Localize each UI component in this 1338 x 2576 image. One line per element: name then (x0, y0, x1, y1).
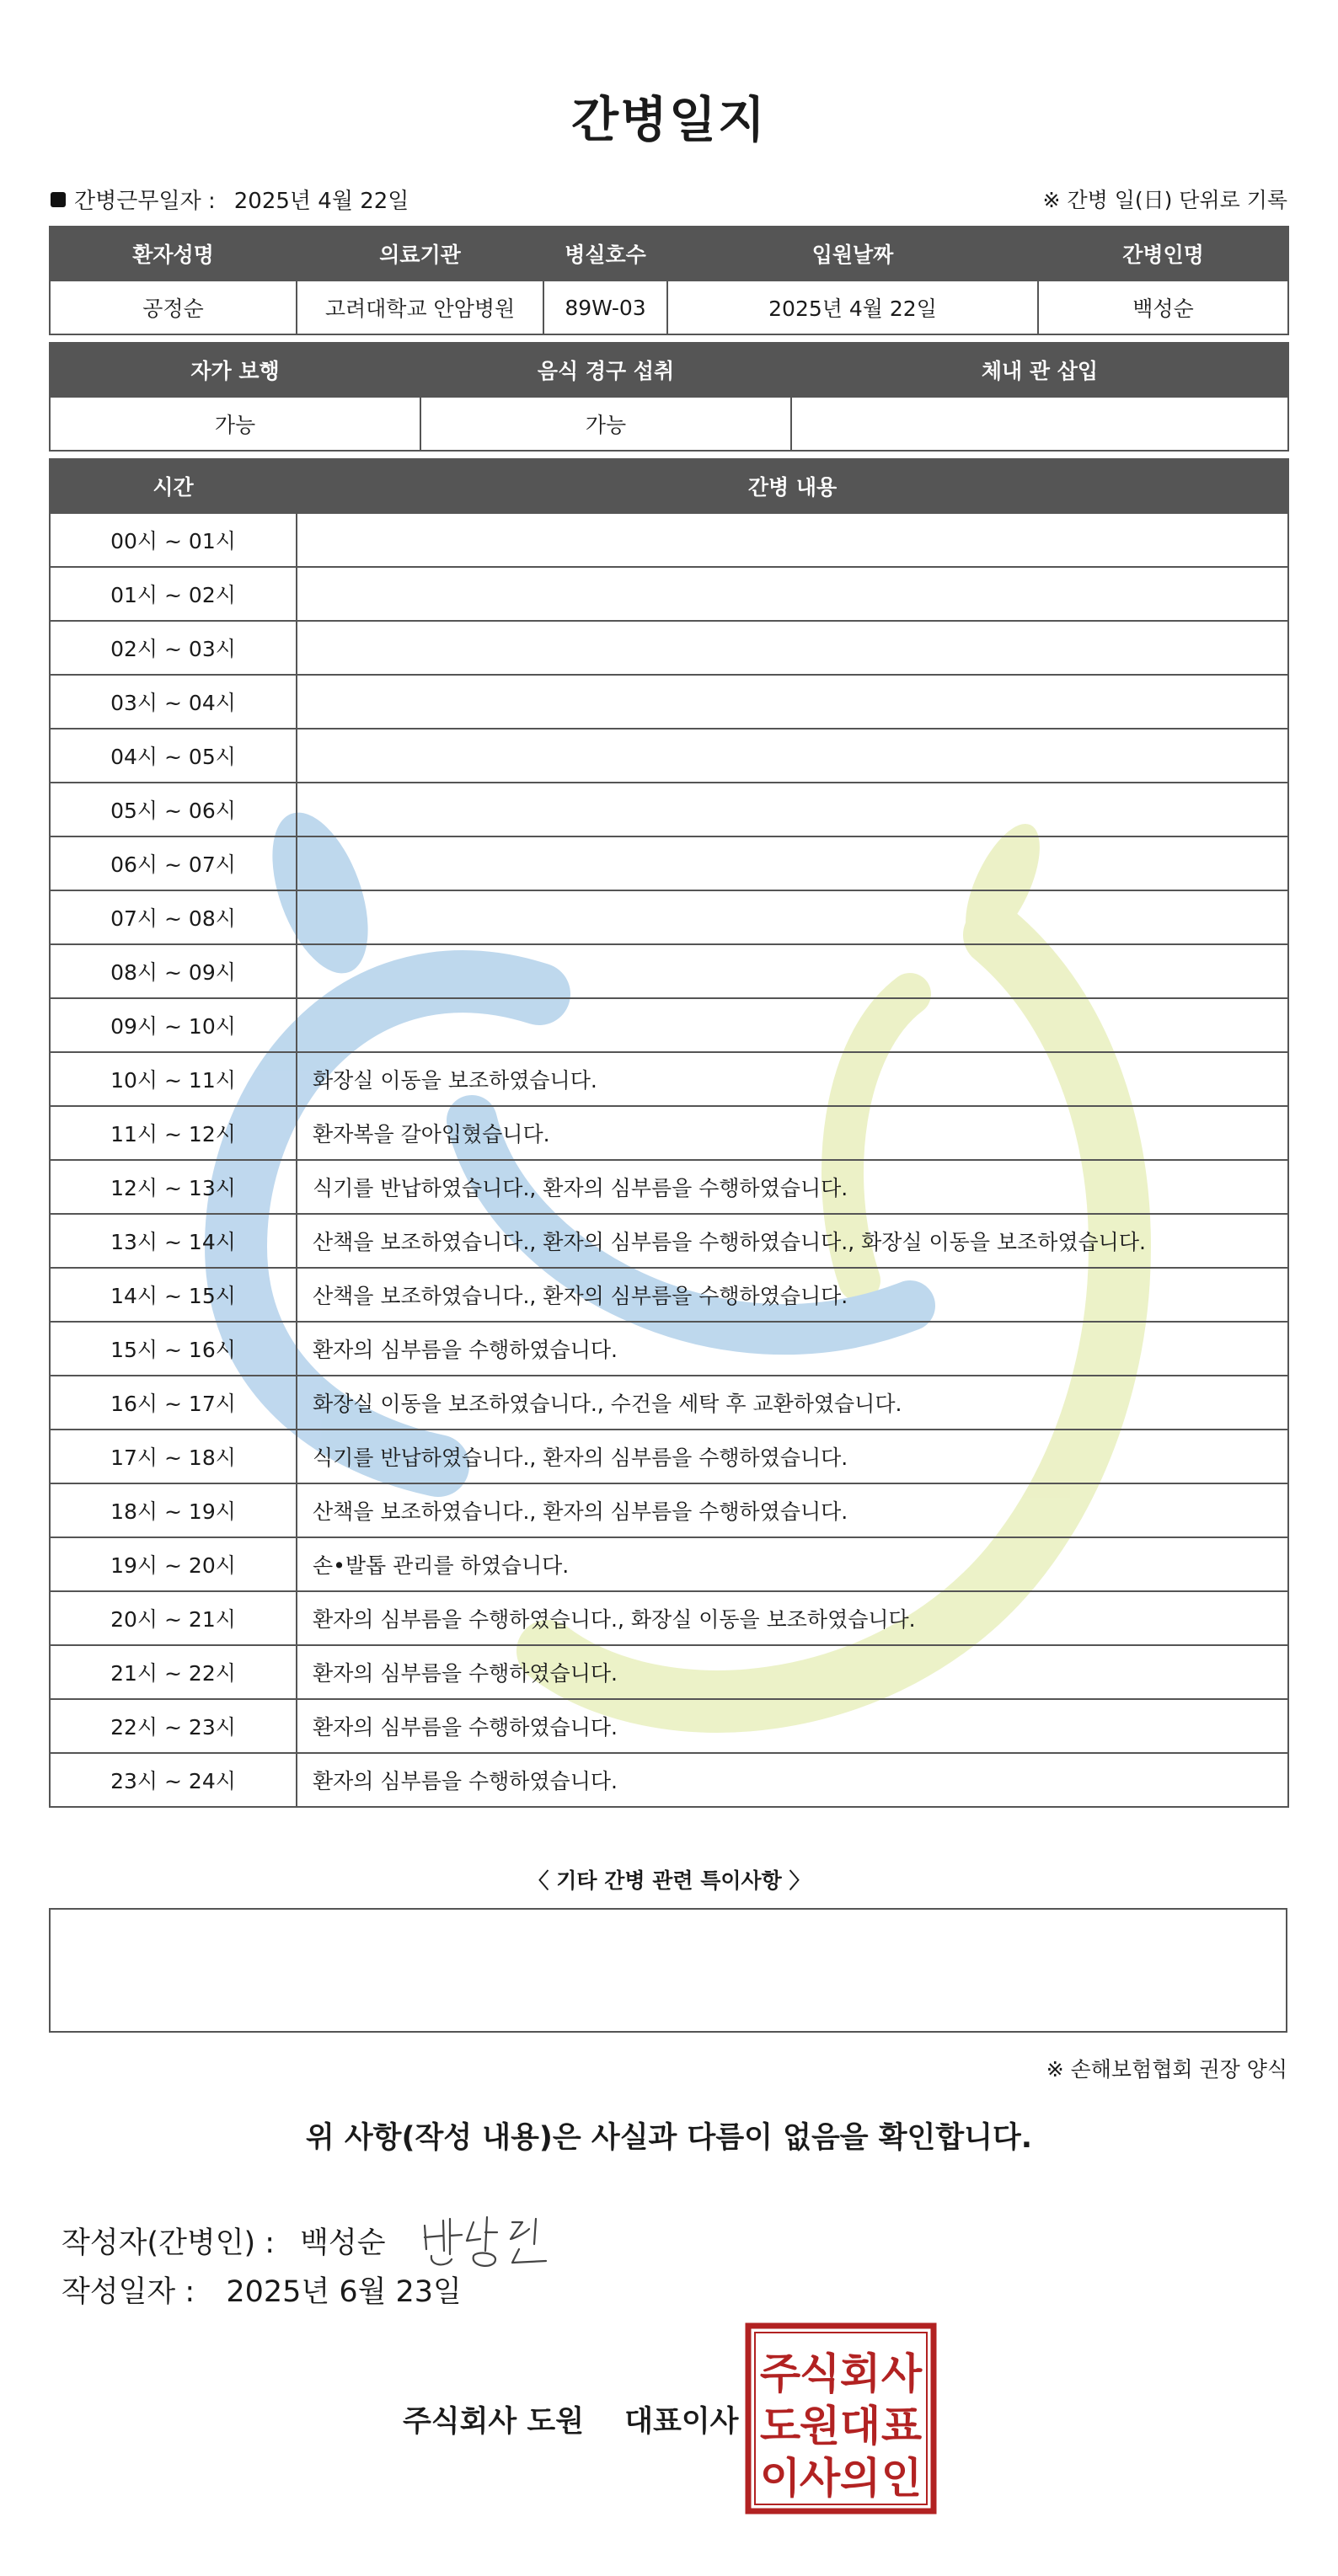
header-tube-insertion: 체내 관 삽입 (791, 343, 1288, 397)
status-header-row (50, 343, 1288, 397)
care-content-cell: 손•발톱 관리를 하였습니다. (297, 1537, 1288, 1591)
care-content-cell: 산책을 보조하였습니다., 환자의 심부름을 수행하였습니다. (297, 1483, 1288, 1537)
table-row (50, 1591, 1288, 1645)
care-content-cell: 화장실 이동을 보조하였습니다., 수건을 세탁 후 교환하였습니다. (297, 1376, 1288, 1430)
time-cell: 05시 ~ 06시 (50, 783, 297, 836)
table-row (50, 998, 1288, 1052)
table-row (50, 621, 1288, 675)
notes-title: 〈 기타 간병 관련 특이사항 〉 (527, 1868, 811, 1893)
svg-text:표: 표 (880, 2402, 923, 2450)
care-content-cell (297, 783, 1288, 836)
room-cell: 89W-03 (543, 281, 667, 334)
care-content-cell: 산책을 보조하였습니다., 환자의 심부름을 수행하였습니다. (297, 1268, 1288, 1322)
written-date-label: 작성일자 : (62, 2275, 195, 2309)
table-row (50, 1753, 1288, 1807)
time-cell: 22시 ~ 23시 (50, 1699, 297, 1753)
header-care-content: 간병 내용 (297, 459, 1288, 513)
patient-info-table (49, 226, 1289, 335)
care-content-cell (297, 729, 1288, 783)
header-patient-name: 환자성명 (50, 227, 297, 281)
time-cell: 11시 ~ 12시 (50, 1106, 297, 1160)
company-seal (745, 2322, 937, 2515)
care-content-cell: 식기를 반납하였습니다., 환자의 심부름을 수행하였습니다. (297, 1160, 1288, 1214)
care-content-cell (297, 621, 1288, 675)
care-content-cell (297, 675, 1288, 729)
time-cell: 10시 ~ 11시 (50, 1052, 297, 1106)
written-date-line (62, 2269, 462, 2311)
bullet-square-icon (51, 192, 66, 207)
header-admission-date: 입원날짜 (667, 227, 1038, 281)
header-oral-intake: 음식 경구 섭취 (420, 343, 791, 397)
page-title: 간병일지 (570, 91, 768, 148)
writer-name: 백성순 (300, 2226, 386, 2260)
table-row (50, 1376, 1288, 1430)
table-row (50, 1483, 1288, 1537)
care-content-cell: 환자의 심부름을 수행하였습니다., 화장실 이동을 보조하였습니다. (297, 1591, 1288, 1645)
svg-text:의: 의 (839, 2454, 881, 2503)
time-cell: 16시 ~ 17시 (50, 1376, 297, 1430)
work-date-line (51, 184, 409, 215)
time-cell: 00시 ~ 01시 (50, 513, 297, 567)
work-date-label: 간병근무일자 : (74, 189, 216, 214)
hospital-cell: 고려대학교 안암병원 (297, 281, 543, 334)
table-row (50, 1106, 1288, 1160)
recommend-note: ※ 손해보험협회 권장 양식 (1046, 2057, 1287, 2082)
unit-note: ※ 간병 일(日) 단위로 기록 (1042, 188, 1287, 212)
admission-date-cell: 2025년 4월 22일 (667, 281, 1038, 334)
writer-line (62, 2207, 561, 2274)
work-date-value: 2025년 4월 22일 (233, 189, 409, 214)
status-value-row (50, 397, 1288, 451)
svg-text:식: 식 (799, 2349, 841, 2398)
care-log-body (50, 513, 1288, 1807)
written-date-value: 2025년 6월 23일 (226, 2275, 462, 2309)
care-content-cell (297, 567, 1288, 621)
svg-text:사: 사 (880, 2349, 923, 2398)
table-row (50, 1699, 1288, 1753)
table-row (50, 1268, 1288, 1322)
care-content-cell: 화장실 이동을 보조하였습니다. (297, 1052, 1288, 1106)
svg-text:주: 주 (759, 2349, 801, 2398)
time-cell: 13시 ~ 14시 (50, 1214, 297, 1268)
svg-text:인: 인 (880, 2454, 923, 2503)
company-name: 주식회사 도원 (403, 2405, 585, 2439)
table-row (50, 1160, 1288, 1214)
svg-text:이: 이 (759, 2454, 801, 2503)
table-row (50, 1214, 1288, 1268)
care-content-cell: 산책을 보조하였습니다., 환자의 심부름을 수행하였습니다., 화장실 이동을 보조하였습니다. (297, 1214, 1288, 1268)
time-cell: 20시 ~ 21시 (50, 1591, 297, 1645)
svg-text:도: 도 (759, 2402, 801, 2450)
header-time: 시간 (50, 459, 297, 513)
time-cell: 04시 ~ 05시 (50, 729, 297, 783)
table-row (50, 729, 1288, 783)
time-cell: 23시 ~ 24시 (50, 1753, 297, 1807)
time-cell: 15시 ~ 16시 (50, 1322, 297, 1376)
table-row (50, 1537, 1288, 1591)
time-cell: 03시 ~ 04시 (50, 675, 297, 729)
header-self-walking: 자가 보행 (50, 343, 420, 397)
patient-info-header-row (50, 227, 1288, 281)
care-log-header-row (50, 459, 1288, 513)
notes-box (49, 1908, 1287, 2033)
company-line (403, 2398, 738, 2440)
care-content-cell (297, 513, 1288, 567)
confirmation-statement: 위 사항(작성 내용)은 사실과 다름이 없음을 확인합니다. (305, 2121, 1033, 2155)
self-walking-cell: 가능 (50, 397, 420, 451)
table-row (50, 675, 1288, 729)
time-cell: 21시 ~ 22시 (50, 1645, 297, 1699)
table-row (50, 836, 1288, 890)
svg-text:대: 대 (839, 2402, 881, 2450)
time-cell: 09시 ~ 10시 (50, 998, 297, 1052)
care-content-cell (297, 944, 1288, 998)
writer-label: 작성자(간병인) : (62, 2226, 276, 2260)
patient-info-value-row (50, 281, 1288, 334)
care-content-cell: 환자의 심부름을 수행하였습니다. (297, 1322, 1288, 1376)
tube-insertion-cell (791, 397, 1288, 451)
svg-text:원: 원 (799, 2402, 841, 2450)
time-cell: 08시 ~ 09시 (50, 944, 297, 998)
caregiver-name-cell: 백성순 (1038, 281, 1288, 334)
svg-text:회: 회 (839, 2349, 881, 2398)
care-content-cell (297, 890, 1288, 944)
time-cell: 06시 ~ 07시 (50, 836, 297, 890)
company-title: 대표이사 (624, 2405, 739, 2439)
table-row (50, 1430, 1288, 1483)
svg-text:사: 사 (799, 2454, 841, 2503)
time-cell: 01시 ~ 02시 (50, 567, 297, 621)
time-cell: 12시 ~ 13시 (50, 1160, 297, 1214)
signature (418, 2207, 561, 2274)
time-cell: 02시 ~ 03시 (50, 621, 297, 675)
care-content-cell (297, 836, 1288, 890)
care-log-table (49, 458, 1289, 1808)
patient-status-table (49, 342, 1289, 452)
table-row (50, 944, 1288, 998)
table-row (50, 783, 1288, 836)
table-row (50, 1645, 1288, 1699)
oral-intake-cell: 가능 (420, 397, 791, 451)
time-cell: 14시 ~ 15시 (50, 1268, 297, 1322)
time-cell: 17시 ~ 18시 (50, 1430, 297, 1483)
header-room: 병실호수 (543, 227, 667, 281)
table-row (50, 1322, 1288, 1376)
care-content-cell: 환자의 심부름을 수행하였습니다. (297, 1753, 1288, 1807)
care-content-cell: 환자복을 갈아입혔습니다. (297, 1106, 1288, 1160)
header-caregiver-name: 간병인명 (1038, 227, 1288, 281)
header-hospital: 의료기관 (297, 227, 543, 281)
table-row (50, 890, 1288, 944)
time-cell: 18시 ~ 19시 (50, 1483, 297, 1537)
care-content-cell (297, 998, 1288, 1052)
care-content-cell: 환자의 심부름을 수행하였습니다. (297, 1645, 1288, 1699)
table-row (50, 567, 1288, 621)
care-content-cell: 환자의 심부름을 수행하였습니다. (297, 1699, 1288, 1753)
patient-name-cell: 공정순 (50, 281, 297, 334)
time-cell: 19시 ~ 20시 (50, 1537, 297, 1591)
time-cell: 07시 ~ 08시 (50, 890, 297, 944)
table-row (50, 513, 1288, 567)
care-content-cell: 식기를 반납하였습니다., 환자의 심부름을 수행하였습니다. (297, 1430, 1288, 1483)
table-row (50, 1052, 1288, 1106)
